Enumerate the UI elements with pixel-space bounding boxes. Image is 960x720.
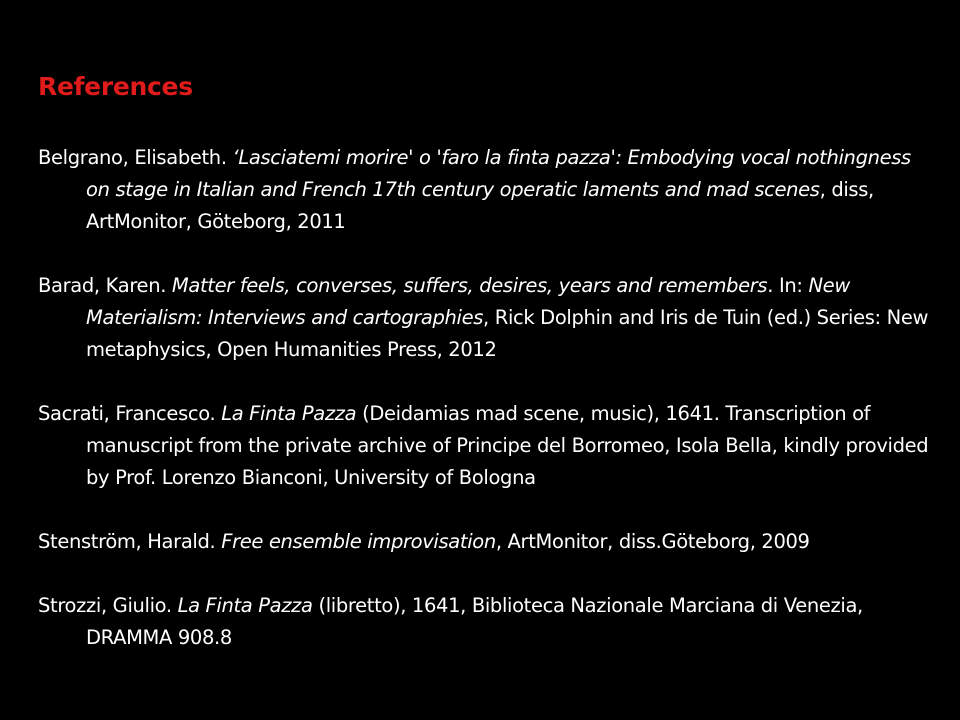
reference-belgrano (38, 142, 938, 238)
reference-sacrati (38, 398, 938, 494)
reference-title: La Finta Pazza (221, 402, 357, 425)
reference-details: (libretto), 1641, Biblioteca Nazionale Marciana di Venezia, DRAMMA 908.8 (86, 594, 863, 649)
reference-author: Barad, Karen. (38, 274, 172, 297)
reference-connector: . In: (767, 274, 809, 297)
reference-barad (38, 270, 938, 366)
reference-author: Strozzi, Giulio. (38, 594, 178, 617)
reference-author: Sacrati, Francesco. (38, 402, 222, 425)
reference-strozzi (38, 590, 938, 654)
reference-details: , Rick Dolphin and Iris de Tuin (ed.) Series: New metaphysics, Open Humanities Press, 2012 (86, 306, 929, 361)
reference-author: Belgrano, Elisabeth. (38, 146, 233, 169)
reference-title: Matter feels, converses, suffers, desires, years and remembers (171, 274, 768, 297)
reference-details: (Deidamias mad scene, music), 1641. Transcription of manuscript from the private archive of Principe del Borromeo, Isola Bella, kindly provided by Prof. Lorenzo Bianconi, University of Bologna (86, 402, 929, 489)
reference-title: La Finta Pazza (177, 594, 313, 617)
reference-details: , diss, ArtMonitor, Göteborg, 2011 (86, 178, 874, 233)
reference-title: ‘Lasciatemi morire' o 'faro la finta pazza': Embodying vocal nothingness on stage in Italian and French 17th century operatic laments and mad scenes (86, 146, 911, 201)
reference-title: Free ensemble improvisation (221, 530, 496, 553)
reference-book-title: New Materialism: Interviews and cartographies (86, 274, 850, 329)
references-list (38, 142, 938, 686)
reference-stenstrom (38, 526, 938, 558)
references-heading: References (38, 72, 193, 101)
reference-author: Stenström, Harald. (38, 530, 222, 553)
reference-details: , ArtMonitor, diss.Göteborg, 2009 (495, 530, 810, 553)
